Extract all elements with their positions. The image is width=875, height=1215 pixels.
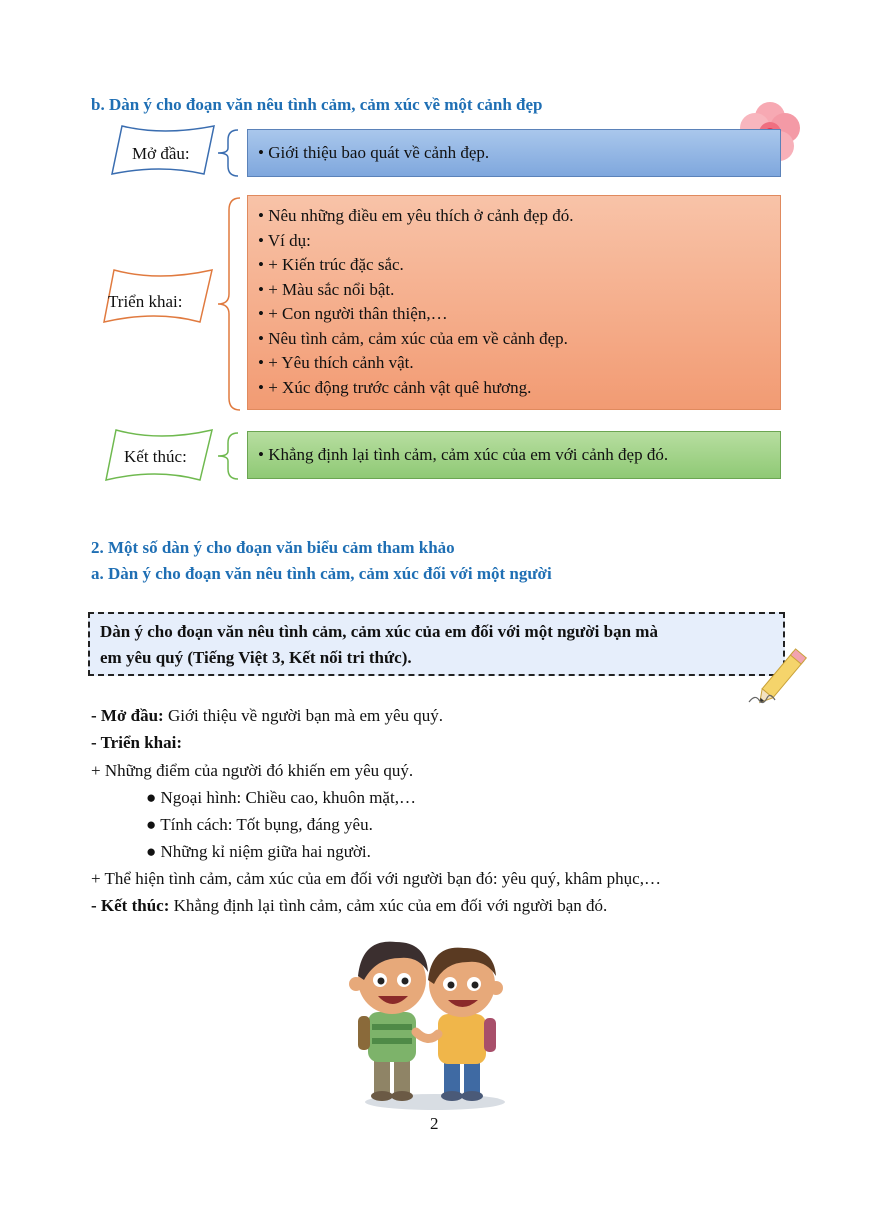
task-line-1: Dàn ý cho đoạn văn nêu tình cảm, cảm xúc của em đối với một người bạn mà — [100, 622, 658, 641]
body-item: • + Con người thân thiện,… — [258, 304, 448, 323]
intro-brace — [214, 128, 242, 178]
end-brace — [214, 431, 242, 481]
content-intro-label: - Mở đầu: — [91, 706, 164, 725]
content-point-1: + Những điểm của người đó khiến em yêu quý. — [91, 761, 414, 780]
content-body-label: - Triển khai: — [91, 733, 182, 752]
end-label: Kết thúc: — [124, 447, 187, 466]
intro-box — [247, 129, 781, 177]
end-item: • Khẳng định lại tình cảm, cảm xúc của em với cảnh đẹp đó. — [258, 445, 669, 464]
content-sub-item: ● Ngoại hình: Chiều cao, khuôn mặt,… — [146, 788, 416, 807]
content-sub-item: ● Tính cách: Tốt bụng, đáng yêu. — [146, 815, 373, 834]
pencil-icon — [745, 644, 817, 710]
content-intro-text: Giới thiệu về người bạn mà em yêu quý. — [163, 706, 444, 725]
intro-label: Mở đầu: — [132, 144, 190, 163]
body-item: • + Yêu thích cảnh vật. — [258, 353, 414, 372]
intro-item: • Giới thiệu bao quát về cảnh đẹp. — [258, 143, 490, 162]
end-box — [247, 431, 781, 479]
content-end — [91, 896, 607, 916]
body-item: • + Màu sắc nổi bật. — [258, 279, 395, 299]
page-number: 2 — [430, 1114, 439, 1133]
body-box — [247, 195, 781, 410]
content-point-2: + Thể hiện tình cảm, cảm xúc của em đối với người bạn đó: yêu quý, khâm phục,… — [91, 869, 661, 888]
body-label: Triển khai: — [108, 292, 183, 311]
section-2a-title: a. Dàn ý cho đoạn văn nêu tình cảm, cảm xúc đối với một người — [91, 564, 552, 583]
body-item: • + Xúc động trước cảnh vật quê hương. — [258, 377, 532, 397]
body-item: • + Kiến trúc đặc sắc. — [258, 255, 404, 274]
task-box — [88, 612, 785, 676]
task-line-2: em yêu quý (Tiếng Việt 3, Kết nối tri thức). — [100, 648, 412, 667]
section-b-title: b. Dàn ý cho đoạn văn nêu tình cảm, cảm xúc về một cảnh đẹp — [91, 95, 543, 114]
section-2-title: 2. Một số dàn ý cho đoạn văn biểu cảm tham khảo — [91, 538, 455, 557]
body-item: • Ví dụ: — [258, 230, 311, 250]
body-brace — [214, 196, 244, 412]
content-end-label: - Kết thúc: — [91, 896, 170, 915]
body-item: • Nêu những điều em yêu thích ở cảnh đẹp đó. — [258, 206, 574, 225]
two-friends-illustration — [340, 920, 530, 1115]
body-item: • Nêu tình cảm, cảm xúc của em về cảnh đẹp. — [258, 328, 568, 348]
content-intro — [91, 706, 443, 726]
content-sub-item: ● Những kỉ niệm giữa hai người. — [146, 842, 371, 861]
content-end-text: Khẳng định lại tình cảm, cảm xúc của em đối với người bạn đó. — [169, 896, 608, 915]
